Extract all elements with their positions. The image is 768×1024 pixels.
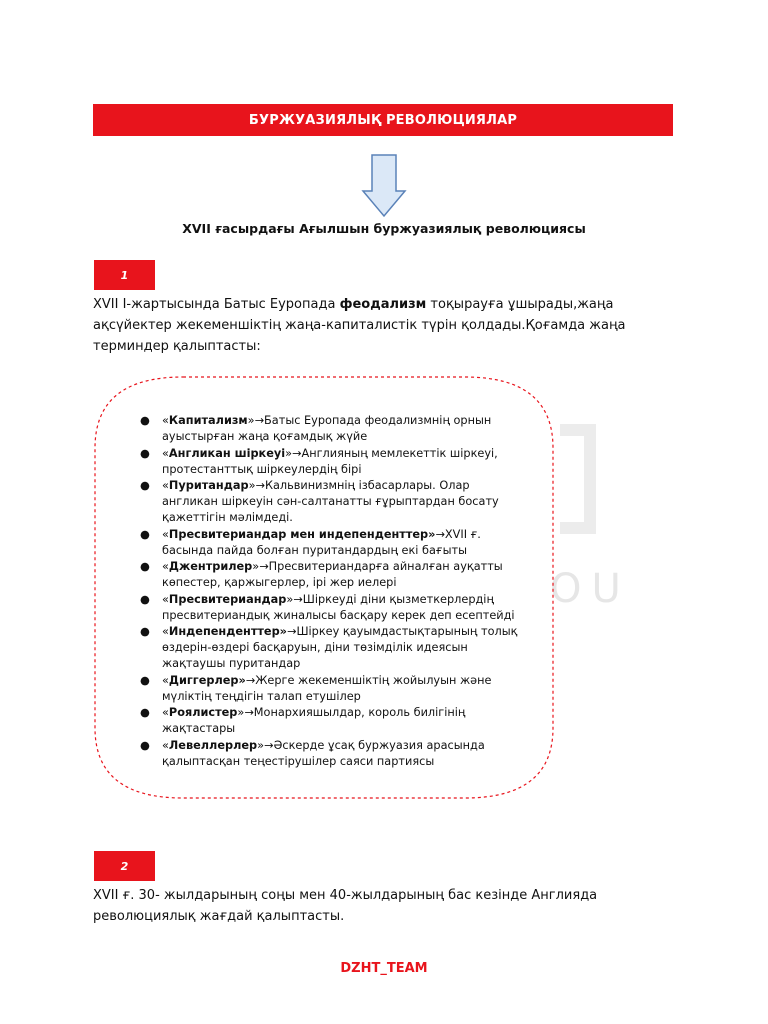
term-quote-close: » <box>252 560 260 573</box>
term-quote-close: » <box>257 738 265 752</box>
intro-text-start: XVII I-жартысында Батыс Еуропада <box>93 297 340 312</box>
section-number: 1 <box>120 268 129 282</box>
term-description: →Әскерде ұсақ буржуазия арасында қалыптасқан теңестірушілер саяси партиясы <box>162 738 485 768</box>
bullet-icon: ● <box>140 592 150 606</box>
bullet-icon: ● <box>140 738 150 752</box>
section-number-badge <box>94 851 155 881</box>
term-name: Левеллерлер <box>168 738 258 752</box>
intro-bold-term: феодализм <box>339 297 427 312</box>
term-item <box>140 673 520 705</box>
section-number: 2 <box>120 859 129 873</box>
watermark-bracket <box>560 424 596 534</box>
term-quote-open: « <box>162 479 169 492</box>
term-description: →Монархияшылдар, король билігінің жақтастары <box>162 706 466 735</box>
term-quote-open: « <box>162 592 169 606</box>
down-arrow-icon <box>361 154 407 218</box>
term-item <box>140 592 520 624</box>
bullet-icon: ● <box>140 527 150 541</box>
term-description: →Пресвитериандарға айналған ауқатты көпестер, қаржыгерлер, ірі жер иелері <box>162 560 503 589</box>
term-description: →XVII ғ. басында пайда болған пуритандардың екі бағыты <box>162 527 481 557</box>
term-item <box>140 705 520 737</box>
term-name: Диггерлер» <box>168 673 246 687</box>
title-banner <box>93 104 673 136</box>
term-description: →Шіркеуді діни қызметкерлердің пресвитериандық жиналысы басқару керек деп есептейді <box>162 592 515 622</box>
section-heading: XVII ғасырдағы Ағылшын буржуазиялық революциясы <box>182 221 586 236</box>
term-quote-close: » <box>247 414 255 427</box>
term-quote-open: « <box>162 625 169 638</box>
bullet-icon: ● <box>140 706 150 719</box>
term-name: Индепенденттер» <box>168 625 287 638</box>
term-item <box>140 527 520 559</box>
term-quote-open: « <box>162 527 169 541</box>
term-name: Англикан шіркеуі <box>168 446 286 460</box>
section2-paragraph: XVII ғ. 30- жылдарының соңы мен 40-жылдарының бас кезінде Англияда революциялық жағдай қалыптасты. <box>93 888 598 924</box>
term-item <box>140 559 520 591</box>
term-quote-open: « <box>162 414 169 427</box>
bullet-icon: ● <box>140 414 150 427</box>
watermark-text: OU <box>550 566 631 612</box>
term-quote-open: « <box>162 560 169 573</box>
bullet-icon: ● <box>140 446 150 460</box>
term-quote-open: « <box>162 706 169 719</box>
intro-paragraph <box>93 294 683 357</box>
bullet-icon: ● <box>140 673 150 687</box>
term-quote-close: » <box>248 479 256 492</box>
intro-text-end: тоқырауға ұшырады,жаңа ақсүйектер жекеменшіктің жаңа-капиталистік түрін қолдады.Қоғамда жаңа терминдер қалыптасты: <box>93 297 626 354</box>
term-description: →Кальвинизмнің ізбасарлары. Олар англикан шіркеуін сән-салтанатты ғұрыптардан босату қажеттігін мәлімдеді. <box>162 479 499 524</box>
term-name: Пресвитериандар мен индепенденттер» <box>168 527 436 541</box>
term-name: Пуритандар <box>168 479 249 492</box>
term-name: Капитализм <box>168 414 248 427</box>
term-quote-close: » <box>286 592 294 606</box>
banner-title: БУРЖУАЗИЯЛЫҚ РЕВОЛЮЦИЯЛАР <box>248 112 518 128</box>
term-description: →Англияның мемлекеттік шіркеуі, протестанттық шіркеулердің бірі <box>162 446 498 476</box>
bullet-icon: ● <box>140 479 150 492</box>
term-quote-close: » <box>237 706 245 719</box>
term-quote-open: « <box>162 673 169 687</box>
terms-list <box>140 413 520 770</box>
term-name: Джентрилер <box>168 560 253 573</box>
term-item <box>140 738 520 770</box>
term-item <box>140 413 520 445</box>
term-item <box>140 478 520 526</box>
term-name: Пресвитериандар <box>168 592 287 606</box>
term-quote-open: « <box>162 446 169 460</box>
section-number-badge <box>94 260 155 290</box>
term-description: →Жерге жекеменшіктің жойылуын және мүліктің теңдігін талап етушілер <box>162 673 492 703</box>
term-quote-open: « <box>162 738 169 752</box>
term-quote-close: » <box>285 446 293 460</box>
term-item <box>140 446 520 478</box>
term-description: →Батыс Еуропада феодализмнің орнын ауыстырған жаңа қоғамдық жүйе <box>162 414 492 443</box>
term-name: Роялистер <box>168 706 238 719</box>
term-description: →Шіркеу қауымдастықтарының толық өздерін-өздері басқаруын, діни төзімділік идеясын жақтаушы пуритандар <box>162 625 518 670</box>
bullet-icon: ● <box>140 625 150 638</box>
term-item <box>140 624 520 672</box>
bullet-icon: ● <box>140 560 150 573</box>
footer-brand: DZHT_TEAM <box>340 961 428 976</box>
